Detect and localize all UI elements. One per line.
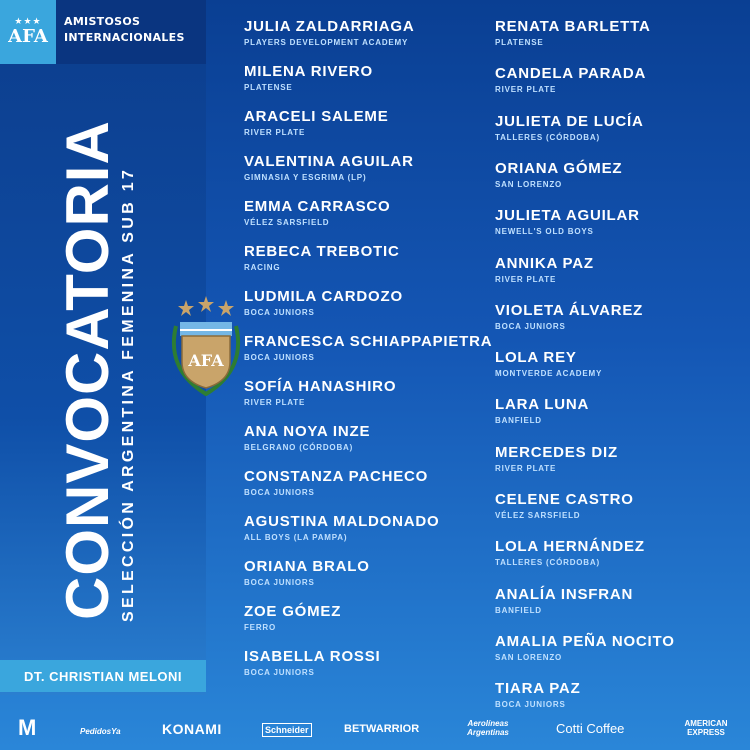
- player-name: ARACELI SALEME: [244, 108, 389, 125]
- player-club: BANFIELD: [495, 605, 542, 615]
- player-club: MONTVERDE ACADEMY: [495, 369, 603, 379]
- top-bar: [0, 0, 206, 64]
- player-club: SAN LORENZO: [495, 652, 563, 662]
- player-name: REBECA TREBOTIC: [244, 243, 400, 260]
- player-name: VALENTINA AGUILAR: [244, 153, 414, 170]
- coach-label: DT. CHRISTIAN MELONI: [0, 660, 206, 692]
- player-club: RIVER PLATE: [244, 128, 306, 137]
- player-name: ZOE GÓMEZ: [244, 603, 342, 620]
- player-name: CANDELA PARADA: [495, 65, 647, 83]
- sponsors-bar: [0, 705, 750, 750]
- player-name: CELENE CASTRO: [495, 491, 634, 508]
- player-name: LOLA HERNÁNDEZ: [495, 538, 645, 556]
- player-name: MILENA RIVERO: [244, 63, 374, 80]
- sponsor-aerolineas: Aerolíneas Argentinas: [467, 719, 509, 737]
- player-club: BOCA JUNIORS: [244, 488, 315, 497]
- player-club: BOCA JUNIORS: [244, 578, 315, 587]
- player-entry: [495, 113, 745, 143]
- player-club: NEWELL'S OLD BOYS: [495, 227, 594, 237]
- player-club: BOCA JUNIORS: [244, 353, 315, 362]
- player-club: RIVER PLATE: [495, 274, 557, 284]
- player-entry: [495, 633, 745, 663]
- player-name: AGUSTINA MALDONADO: [244, 513, 440, 530]
- player-club: BOCA JUNIORS: [244, 308, 315, 317]
- player-entry: [495, 18, 745, 48]
- player-entry: [495, 302, 745, 332]
- player-club: BELGRANO (CÓRDOBA): [244, 443, 354, 452]
- player-entry: [244, 198, 494, 228]
- player-name: JULIETA DE LUCÍA: [495, 112, 644, 130]
- player-entry: [244, 153, 494, 183]
- player-name: LARA LUNA: [495, 396, 590, 414]
- logo-text: AFA: [8, 26, 48, 47]
- sponsor-mcdonalds-icon: M: [18, 715, 37, 740]
- player-entry: [495, 444, 745, 474]
- player-club: PLATENSE: [244, 83, 293, 92]
- player-club: RIVER PLATE: [495, 463, 557, 473]
- player-name: MERCEDES DIZ: [495, 443, 618, 461]
- player-name: ANNIKA PAZ: [495, 254, 594, 272]
- player-name: LUDMILA CARDOZO: [244, 288, 403, 305]
- page-subtitle: SELECCIÓN ARGENTINA FEMENINA SUB 17: [120, 166, 137, 622]
- player-club: VÉLEZ SARSFIELD: [244, 218, 330, 227]
- player-club: BOCA JUNIORS: [495, 700, 566, 710]
- sponsor-schneider: Schneider: [262, 723, 312, 737]
- player-club: PLATENSE: [495, 38, 544, 47]
- player-entry: [495, 538, 745, 568]
- player-entry: [495, 491, 745, 521]
- page-title: CONVOCATORIA: [54, 120, 121, 620]
- sponsor-betwarrior: BETWARRIOR: [344, 723, 420, 735]
- player-name: SOFÍA HANASHIRO: [244, 378, 397, 395]
- player-club: ALL BOYS (LA PAMPA): [244, 533, 348, 542]
- player-entry: [244, 288, 494, 318]
- player-entry: [244, 378, 494, 408]
- player-entry: [244, 558, 494, 588]
- player-name: ORIANA BRALO: [244, 558, 370, 575]
- player-entry: [244, 243, 494, 273]
- player-club: SAN LORENZO: [495, 179, 563, 189]
- player-name: FRANCESCA SCHIAPPAPIETRA: [244, 333, 493, 350]
- player-name: RENATA BARLETTA: [495, 18, 651, 35]
- player-name: ISABELLA ROSSI: [244, 648, 381, 665]
- player-name: ORIANA GÓMEZ: [495, 159, 623, 177]
- player-entry: [495, 65, 745, 95]
- player-club: VÉLEZ SARSFIELD: [495, 511, 581, 520]
- player-club: GIMNASIA Y ESGRIMA (LP): [244, 173, 367, 182]
- player-club: RIVER PLATE: [244, 398, 306, 407]
- player-entry: [495, 255, 745, 285]
- player-club: BOCA JUNIORS: [244, 668, 315, 677]
- player-entry: [495, 396, 745, 426]
- player-entry: [244, 648, 494, 678]
- player-club: BOCA JUNIORS: [495, 321, 566, 331]
- player-club: RIVER PLATE: [495, 85, 557, 95]
- player-name: ANALÍA INSFRAN: [495, 585, 634, 603]
- event-label-line2: INTERNACIONALES: [64, 31, 185, 44]
- event-label: [64, 14, 204, 46]
- player-entry: [495, 349, 745, 379]
- player-entry: [244, 603, 494, 633]
- player-entry: [244, 423, 494, 453]
- player-entry: [244, 18, 494, 48]
- player-entry: [495, 207, 745, 237]
- logo-stars: ★★★: [14, 17, 42, 27]
- player-name: AMALIA PEÑA NOCITO: [495, 632, 675, 650]
- player-club: FERRO: [244, 623, 276, 632]
- player-entry: [244, 333, 494, 363]
- player-entry: [495, 586, 745, 616]
- sponsor-american-express: AMERICAN EXPRESS: [684, 719, 728, 737]
- player-name: CONSTANZA PACHECO: [244, 468, 429, 485]
- player-club: BANFIELD: [495, 416, 542, 426]
- player-club: PLAYERS DEVELOPMENT ACADEMY: [244, 38, 409, 47]
- player-club: RACING: [244, 263, 281, 272]
- event-label-line1: AMISTOSOS: [64, 15, 141, 28]
- player-name: TIARA PAZ: [495, 680, 581, 698]
- player-name: EMMA CARRASCO: [244, 198, 391, 215]
- player-entry: [244, 513, 494, 543]
- afa-logo: [0, 0, 56, 64]
- player-entry: [244, 468, 494, 498]
- player-name: LOLA REY: [495, 349, 577, 367]
- player-entry: [244, 108, 494, 138]
- player-name: ANA NOYA INZE: [244, 423, 371, 440]
- sponsor-cotti-coffee: Cotti Coffee: [556, 721, 625, 736]
- sponsor-konami: KONAMI: [162, 721, 222, 737]
- player-name: VIOLETA ÁLVAREZ: [495, 301, 644, 319]
- player-name: JULIA ZALDARRIAGA: [244, 18, 415, 35]
- sponsor-pedidosya: PedidosYa: [80, 727, 121, 736]
- crest-text: AFA: [188, 351, 224, 370]
- player-entry: [244, 63, 494, 93]
- player-club: TALLERES (CÓRDOBA): [495, 558, 600, 568]
- afa-crest-icon: [168, 296, 244, 396]
- player-club: TALLERES (CÓRDOBA): [495, 132, 600, 142]
- player-entry: [495, 160, 745, 190]
- player-name: JULIETA AGUILAR: [495, 207, 640, 225]
